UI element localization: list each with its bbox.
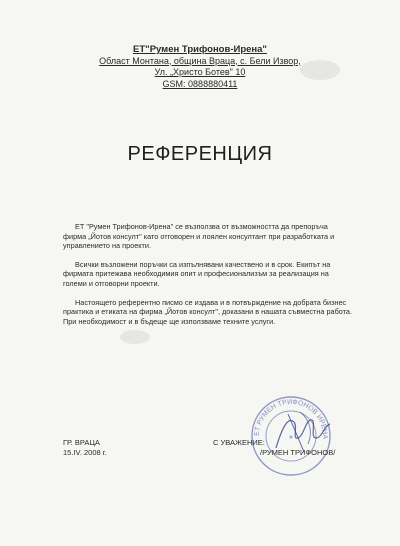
stamp-text: ЕТ РУМЕН ТРИФОНОВ ИРЕНА (253, 398, 329, 440)
paragraph-3: Настоящето референтно писмо се издава и в потвърждение на добрата бизнес практика и етиката на фирма „Йотов консулт", доказани в нашата съвместна работа. При необходимост и в бъдеще ще използваме техните услуги. (63, 297, 353, 326)
letterhead (0, 44, 400, 90)
regards-label: С УВАЖЕНИЕ: (213, 438, 265, 447)
date: 15.IV. 2008 г. (63, 448, 107, 457)
phone-number: GSM: 0888880411 (162, 78, 238, 89)
paragraph-1: ЕТ "Румен Трифонов-Ирена" се възползва от възможността да препоръча фирма „Йотов консулт" като отговорен и лоялен консултант при разработката и управлението на проекти. (63, 222, 335, 251)
signature-block (213, 438, 335, 458)
paragraph-2: Всички възложени поръчки са изпълнявани качествено и в срок. Екипът на фирмата притежава необходимия опит и професионализъм за реализация на големи и отговорни проекти. (63, 259, 331, 288)
letter-body (63, 222, 353, 335)
svg-text:★: ★ (288, 435, 294, 441)
signatory-name: /РУМЕН ТРИФОНОВ/ (260, 448, 336, 457)
city: ГР. ВРАЦА (63, 438, 100, 447)
street-address: Ул. „Христо Ботев" 10 (154, 67, 246, 77)
place-and-date (63, 438, 107, 458)
document-title: РЕФЕРЕНЦИЯ (127, 143, 273, 165)
company-name: ЕТ"Румен Трифонов-Ирена" (133, 44, 267, 55)
address-line: Област Монтана, община Враца, с. Бели Извор, (99, 55, 301, 66)
